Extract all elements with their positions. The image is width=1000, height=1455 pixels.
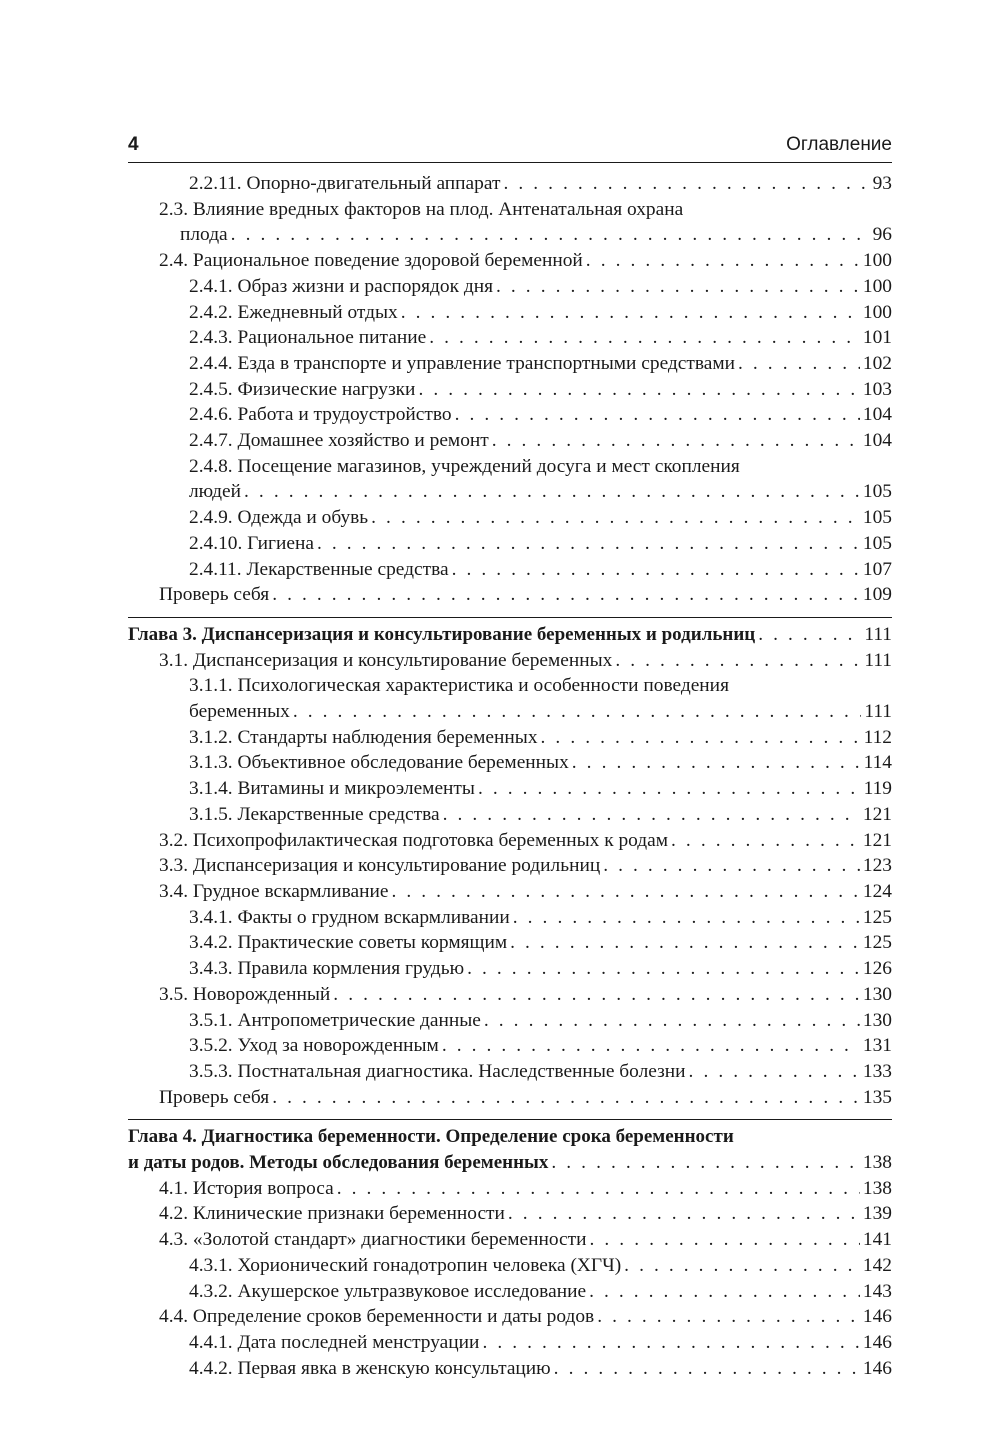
toc-entry-page: 146 [862,1331,892,1353]
dot-leader [443,802,860,828]
dot-leader [244,479,860,505]
toc-entry-label: 3.1.4. Витамины и микроэлементы [189,778,475,800]
toc-entry-label: 3.4. Грудное вскармливание [159,880,389,902]
toc-entry [128,479,892,505]
toc-entry-label: людей [189,481,242,503]
dot-leader [671,828,860,854]
toc-entry-page: 121 [862,803,892,825]
toc-entry-page: 133 [862,1060,892,1082]
toc-entry [128,1008,892,1034]
dot-leader [615,648,861,674]
dot-leader [513,905,860,931]
toc-entry-label: 2.4.2. Ежедневный отдых [189,301,398,323]
toc-entry-label: плода [180,224,228,246]
toc-entry-page: 105 [862,481,892,503]
toc-entry-label: 3.4.3. Правила кормления грудью [189,958,465,980]
dot-leader [418,377,859,403]
dot-leader [496,274,860,300]
toc-entry-page: 104 [862,430,892,452]
page-header [128,134,892,163]
dot-leader [689,1059,860,1085]
toc-chapter-label: Глава 3. Диспансеризация и консультирование беременных и родильниц [128,623,756,645]
toc-entry-label: 2.4.3. Рациональное питание [189,327,427,349]
dot-leader [589,1279,860,1305]
toc-entry-page: 131 [862,1035,892,1057]
dot-leader [272,582,860,608]
toc-entry [128,1253,892,1279]
toc-entry-page: 143 [862,1280,892,1302]
toc-entry-label: 2.4. Рациональное поведение здоровой беременной [159,250,583,272]
toc-entry [128,776,892,802]
dot-leader [442,1033,860,1059]
book-page [128,134,892,1381]
page-number: 4 [128,134,139,155]
toc-entry-label: 3.3. Диспансеризация и консультирование родильниц [159,855,601,877]
dot-leader [758,622,861,648]
toc-entry-label: беременных [189,701,290,723]
toc-entry [128,1227,892,1253]
toc-entry-label: 2.4.5. Физические нагрузки [189,378,416,400]
toc-entry-label: 4.2. Клинические признаки беременности [159,1203,505,1225]
dot-leader [738,351,860,377]
toc-entry-label: 3.1.3. Объективное обследование беременных [189,752,569,774]
toc-entry-page: 135 [862,1086,892,1108]
toc-entry-page: 138 [862,1152,892,1174]
toc-entry-page: 130 [862,1009,892,1031]
toc-entry-label: 3.4.2. Практические советы кормящим [189,932,508,954]
dot-leader [371,505,860,531]
running-title: Оглавление [786,134,892,155]
dot-leader [455,402,860,428]
dot-leader [272,1085,860,1111]
toc-entry [128,505,892,531]
toc-entry [128,1279,892,1305]
toc-entry-label: 4.4.2. Первая явка в женскую консультацию [189,1357,551,1379]
dot-leader [401,300,860,326]
toc-entry-page: 105 [862,532,892,554]
toc-entry-page: 130 [862,983,892,1005]
toc-entry [128,750,892,776]
toc-entry [128,648,892,674]
dot-leader [503,171,869,197]
toc-entry-page: 126 [862,958,892,980]
toc-entry-label: 3.4.1. Факты о грудном вскармливании [189,906,510,928]
toc-entry [128,699,892,725]
dot-leader [586,248,860,274]
toc-entry [128,325,892,351]
toc-entry-page: 123 [862,855,892,877]
dot-leader [391,879,859,905]
toc-entry [128,557,892,583]
toc-entry [128,879,892,905]
toc-entry-label: 3.1.5. Лекарственные средства [189,803,440,825]
toc-entry-page: 103 [862,378,892,400]
dot-leader [603,853,860,879]
toc-entry-page: 138 [862,1177,892,1199]
toc-entry-label: 2.4.1. Образ жизни и распорядок дня [189,275,494,297]
toc-entry [128,428,892,454]
toc-entry-page: 111 [864,623,892,645]
toc-entry-label: 3.5.2. Уход за новорожденным [189,1035,439,1057]
toc-entry-page: 125 [862,906,892,928]
toc-entry [128,1330,892,1356]
toc-entry [128,274,892,300]
toc-entry [128,300,892,326]
toc-entry-label: Проверь себя [159,1086,270,1108]
dot-leader [597,1304,860,1330]
dot-leader [590,1227,860,1253]
dot-leader [508,1201,860,1227]
dot-leader [484,1008,860,1034]
toc-entry-label: 2.4.4. Езда в транспорте и управление транспортными средствами [189,352,736,374]
toc-entry-first-line: 3.1.1. Психологическая характеристика и особенности поведения [189,675,729,697]
toc-entry-label: 3.5. Новорожденный [159,983,331,1005]
toc-entry-page: 107 [862,558,892,580]
dot-leader [429,325,860,351]
toc-entry-label: 2.2.11. Опорно-двигательный аппарат [189,173,501,194]
toc-entry [128,531,892,557]
toc-entry-label: 3.2. Психопрофилактическая подготовка беременных к родам [159,829,669,851]
toc-entry [128,982,892,1008]
toc-entry-page: 93 [872,173,892,194]
dot-leader [551,1150,860,1176]
toc-entry-page: 125 [862,932,892,954]
dot-leader [624,1253,860,1279]
toc-entry [128,930,892,956]
toc-entry [128,351,892,377]
toc-entry-page: 100 [862,250,892,272]
toc-entry [128,222,892,248]
toc-entry-page: 139 [862,1203,892,1225]
toc-entry-label: 4.3.1. Хорионический гонадотропин человека (ХГЧ) [189,1254,622,1276]
dot-leader [337,1176,860,1202]
toc-entry-label: 3.5.3. Постнатальная диагностика. Наследственные болезни [189,1060,686,1082]
toc-entry [128,1085,892,1111]
toc-entry [128,1304,892,1330]
toc-entry-label: 2.4.6. Работа и трудоустройство [189,404,452,426]
toc-entry [128,1176,892,1202]
dot-leader [467,956,860,982]
toc-entry [128,905,892,931]
toc-entry-page: 124 [862,880,892,902]
toc-entry-page: 101 [862,327,892,349]
toc-entry [128,802,892,828]
toc-chapter-label: и даты родов. Методы обследования беременных [128,1152,549,1174]
toc-entry-first-line: 2.3. Влияние вредных факторов на плод. Антенатальная охрана [159,198,684,220]
dot-leader [492,428,860,454]
toc-entry-page: 119 [863,778,892,800]
toc-entry-page: 104 [862,404,892,426]
toc-entry [128,1059,892,1085]
toc-entry-page: 146 [862,1306,892,1328]
toc-entry-page: 121 [862,829,892,851]
dot-leader [478,776,861,802]
toc-entry [128,248,892,274]
toc-chapter-first-line: Глава 4. Диагностика беременности. Определение срока беременности [128,1119,892,1150]
toc-entry-label: 3.1. Диспансеризация и консультирование беременных [159,649,613,671]
toc-entry [128,402,892,428]
toc-entry-label: 2.4.9. Одежда и обувь [189,507,369,529]
toc-entry-page: 111 [864,649,892,671]
toc-entry-page: 105 [862,507,892,529]
toc-entry-page: 100 [862,275,892,297]
toc-entry-page: 109 [862,584,892,606]
toc-entry [128,582,892,608]
dot-leader [572,750,861,776]
toc-entry-first-line: 2.4.8. Посещение магазинов, учреждений досуга и мест скопления [189,455,740,477]
dot-leader [317,531,860,557]
toc-entry-page: 96 [872,224,892,246]
dot-leader [510,930,860,956]
table-of-contents [128,171,892,1381]
toc-entry-label: 4.3.2. Акушерское ультразвуковое исследование [189,1280,587,1302]
toc-chapter-entry [128,1150,892,1176]
toc-entry [128,1201,892,1227]
dot-leader [231,222,870,248]
toc-entry-page: 142 [862,1254,892,1276]
toc-entry-label: 2.4.11. Лекарственные средства [189,558,449,580]
toc-entry-label: 3.5.1. Антропометрические данные [189,1009,481,1031]
dot-leader [452,557,860,583]
toc-entry-page: 114 [863,752,892,774]
toc-entry-page: 111 [864,701,892,723]
dot-leader [541,725,861,751]
toc-entry [128,956,892,982]
toc-entry [128,171,892,197]
toc-entry-page: 141 [862,1229,892,1251]
toc-entry [128,725,892,751]
toc-entry [128,828,892,854]
toc-entry-page: 102 [862,352,892,374]
toc-entry-label: 4.4. Определение сроков беременности и даты родов [159,1306,595,1328]
toc-chapter-entry [128,617,892,648]
toc-entry [128,1033,892,1059]
dot-leader [482,1330,859,1356]
toc-entry [128,1356,892,1382]
toc-entry [128,853,892,879]
toc-entry-page: 112 [863,726,892,748]
toc-entry-page: 146 [862,1357,892,1379]
dot-leader [554,1356,860,1382]
toc-entry-label: 3.1.2. Стандарты наблюдения беременных [189,726,538,748]
toc-entry-page: 100 [862,301,892,323]
dot-leader [293,699,861,725]
toc-entry-label: 4.4.1. Дата последней менструации [189,1331,480,1353]
dot-leader [333,982,860,1008]
toc-entry-label: 4.1. История вопроса [159,1177,334,1199]
toc-entry-label: 2.4.10. Гигиена [189,532,314,554]
toc-entry-label: 2.4.7. Домашнее хозяйство и ремонт [189,430,489,452]
toc-entry-label: 4.3. «Золотой стандарт» диагностики беременности [159,1229,587,1251]
toc-entry-label: Проверь себя [159,584,270,606]
toc-entry [128,377,892,403]
